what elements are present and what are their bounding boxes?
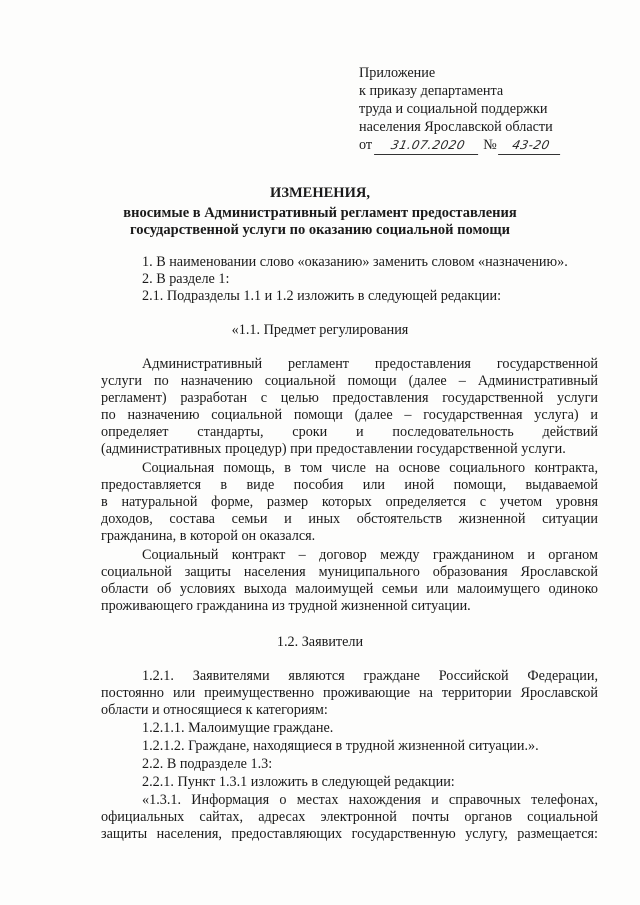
paragraph-line: в натуральной форме, размер которых определяется с учетом уровня [101, 494, 598, 510]
item-paragraph: 1. В наименовании слово «оказанию» заменить словом «назначению». [142, 254, 568, 270]
paragraph-line: постоянно или преимущественно проживающие на территории Ярославской [101, 685, 598, 701]
paragraph-line: по назначению социальной помощи (далее – государственная услуга) и [101, 407, 598, 423]
paragraph-line: регламент) разработан с целью предоставления государственной услуги [101, 390, 598, 406]
from-label: от [359, 137, 373, 153]
handwritten-date: 31.07.2020 [374, 136, 482, 155]
paragraph-line: проживающего гражданина из трудной жизненной ситуации. [101, 598, 471, 614]
paragraph-line: доходов, состава семьи и иных обстоятельств жизненной ситуации [101, 511, 598, 527]
paragraph-line: Социальный контракт – договор между гражданином и органом [142, 547, 598, 563]
section-heading: «1.1. Предмет регулирования [231, 322, 409, 338]
paragraph-line: предоставляется в виде пособия или иной помощи, выдаваемой [101, 477, 598, 493]
list-item: 1.2.1.1. Малоимущие граждане. [142, 720, 334, 736]
paragraph-line: (административных процедур) при предоставлении государственной услуги. [101, 441, 566, 457]
paragraph-line: 1.2.1. Заявителями являются граждане Российской Федерации, [142, 668, 598, 684]
paragraph-line: официальных сайтах, адресах электронной почты органов социальной [101, 809, 598, 825]
list-item: 1.2.1.2. Граждане, находящиеся в трудной жизненной ситуации.». [142, 738, 539, 754]
section-heading: 1.2. Заявители [276, 634, 364, 650]
document-subtitle: вносимые в Административный регламент предоставления [123, 205, 517, 221]
appendix-line: к приказу департамента [359, 83, 504, 99]
appendix-date-line [359, 136, 562, 155]
appendix-line: труда и социальной поддержки [359, 101, 548, 117]
appendix-line: Приложение [359, 65, 436, 81]
paragraph-line: «1.3.1. Информация о местах нахождения и справочных телефонах, [142, 792, 598, 808]
list-item: 2.2. В подразделе 1.3: [142, 756, 273, 772]
paragraph-line: защиты населения, предоставляющих государственную услугу, размещается: [101, 826, 598, 842]
document-title: ИЗМЕНЕНИЯ, [270, 185, 370, 201]
item-paragraph: 2.1. Подразделы 1.1 и 1.2 изложить в следующей редакции: [142, 288, 502, 304]
paragraph-line: гражданина, в которой он оказался. [101, 528, 316, 544]
paragraph-line: области об условиях выхода малоимущей семьи или малоимущего одиноко [101, 581, 598, 597]
paragraph-line: социальной защиты населения муниципального образования Ярославской [101, 564, 598, 580]
paragraph-line: определяет стандарты, сроки и последовательность действий [101, 424, 598, 440]
paragraph-line: области и относящиеся к категориям: [101, 702, 328, 718]
handwritten-number: 43-20 [498, 136, 564, 155]
paragraph-line: услуги по назначению социальной помощи (далее – Административный [101, 373, 598, 389]
paragraph-line: Административный регламент предоставления государственной [142, 356, 598, 372]
number-label: № [483, 137, 497, 153]
document-subtitle: государственной услуги по оказанию социальной помощи [129, 222, 511, 238]
list-item: 2.2.1. Пункт 1.3.1 изложить в следующей редакции: [142, 774, 455, 790]
item-paragraph: 2. В разделе 1: [142, 271, 230, 287]
appendix-block [359, 64, 562, 155]
paragraph-line: Социальная помощь, в том числе на основе социального контракта, [142, 460, 598, 476]
appendix-line: населения Ярославской области [359, 119, 553, 135]
